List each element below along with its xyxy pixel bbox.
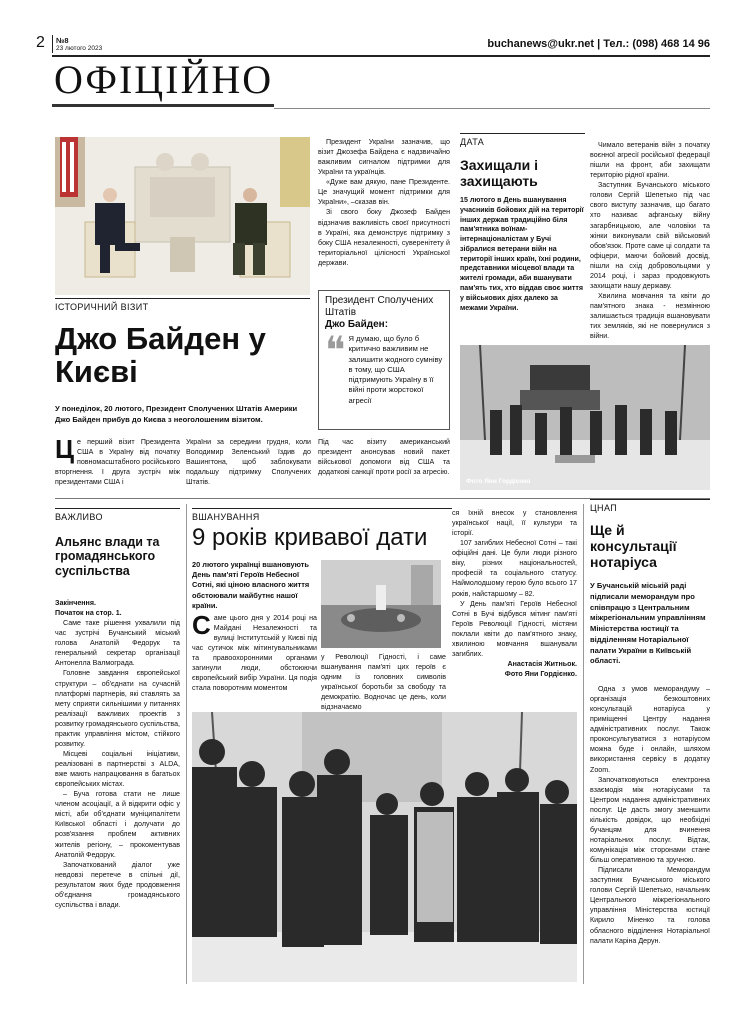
issue-number: №8 <box>56 36 69 45</box>
veterans-memorial-photo <box>460 345 710 490</box>
section-title: ОФІЦІЙНО <box>54 57 274 102</box>
quote-text: Я думаю, що було б критично важливим не залишити жодного сумніву в тому, що США підтримують Україну в її війні проти жорстокої агресії <box>348 334 443 405</box>
veterans-photo-credit: Фото Яни Гордієнко <box>466 478 531 485</box>
heroes-column-3: ся їхній внесок у становлення української нації, її культури та історії. 107 загиблих Небесної Сотні – такі офіційні дані. Це були люди різного віку, різних національностей, професій та соціального статусу. Наймолодшому герою було всього 17 років, найстаршому – 82. У День пам'яті Героїв Небесної Сотні в Бучі відбувся мітинг пам'яті Героїв Революції Гідності, містяни поклали квіти до пам'ятного знаку, хвилиною мовчання вшанували загиблих. Анастасія Житньок. Фото Яни Гордієнко. <box>452 509 577 678</box>
biden-quote-box <box>318 290 450 430</box>
biden-lead: У понеділок, 20 лютого, Президент Сполучених Штатів Америки Джо Байден прибув до Києва з неоголошеним візитом. <box>55 404 298 424</box>
heroes-headline: 9 років кривавої дати <box>192 524 428 551</box>
data-headline: Захищали і захищають <box>460 157 538 190</box>
notary-lead: У Бучанській міській раді підписали меморандум про співпрацю з Центральним міжрегіональним управлінням Міністерства юстиції та відділенням Нотаріальної палати України в Київській області. <box>590 581 706 666</box>
heroes-lead: 20 лютого українці вшановують День пам'яті Героїв Небесної Сотні, які ціною власного життя обстоювали майбутнє нашої країни. <box>192 560 310 610</box>
data-text: Чимало ветеранів війн з початку воєнної агресії російської федерації пішли на фронт, аби захищати територію рідної країни. Заступник Бучанського міського голови Сергій Шепетько під час свого виступу зазначив, що багато хто називає афганську війну загарбницькою, але чоловіки та жінки виконували свій військовий обов'язок. Проте саме ці солдати та офіцери, маючи бойовий досвід, пішли на схід добровольцями у 2014 році, і зараз продовжують захищати нашу державу. Хвилина мовчання та квіти до пам'ятного знака - незмінною залишається традиція вшановувати тих земляків, які не повернулися з війни. <box>590 141 710 341</box>
page-number: 2 <box>36 34 45 51</box>
label-data: ДАТА <box>460 133 585 147</box>
biden-headline: Джо Байден у Києві <box>55 321 266 390</box>
biden-column-1: Це перший візит Президента США в Україну від початку повномасштабного російського вторгнення. І друга зустріч між президентами США і <box>55 434 180 487</box>
notary-text: Одна з умов меморандуму – організація безкоштовних консультацій нотаріуса у приміщенні Центру надання адміністративних послуг. Також проконсультуватися з нотаріусом можна буде і онлайн, шляхом використання сервісу в додатку Zoom. Започатковуються електронна взаємодія між нотаріусами та Центром надання адміністративних послуг. Це дасть змогу зменшити кількість довідок, що необхідні бучанцям для вчинення нотаріальних послуг. Відтак, комунікація між сторонами стане більш оперативною та зручною. Підписали Меморандум заступник Бучанського міського голови Сергій Шепетько, начальник Центрального міжрегіонального управління Міністерства юстиції Кирило Міненко та голова обласного відділення Нотаріальної палати Каріна Дерун. <box>590 685 710 945</box>
biden-zelensky-photo <box>55 137 310 295</box>
quote-mark-icon: ❝ <box>325 330 346 372</box>
alliance-headline: Альянс влади та громадянського суспільства <box>55 535 160 578</box>
biden-column-3-text: Президент України зазначив, що візит Джозефа Байдена є надзвичайно важливим сигналом підтримки для України та українців. «Дуже вам дякую, пане Президенте. Це значущий момент підтримки для України», –сказав він. Зі свого боку Джозеф Байден відзначив важливість своєї присутності в Україні, яка демонструє підтримку з боку США незалежності, суверенітету й територіальної цілісності Української держави. <box>318 138 450 267</box>
quote-intro: Президент Сполучених Штатів <box>325 295 434 318</box>
issue-date: 23 лютого 2023 <box>56 45 103 52</box>
label-honoring: ВШАНУВАННЯ <box>192 508 452 522</box>
heroes-column-2: у Революції Гідності, і саме вшанування пам'яті цих героїв є одним із головних символів української боротьби за свободу та демократію. Водночас це день, коли відзначаємо <box>321 653 446 712</box>
contacts: buchanews@ukr.net | Тел.: (098) 468 14 96 <box>487 38 710 50</box>
biden-column-2: України за середини грудня, коли Володимир Зеленський їздив до Вашингтона, щоб заблокувати подальшу підтримку Сполучених Штатів. <box>186 438 311 487</box>
heroes-column-1: Саме цього дня у 2014 році на Майдані Незалежності та вулиці Інститутській у Києві під час сутичок між мітингувальниками та правоохоронними органами загинули люди, обстоюючи європейський вибір України. Ця подія стала поворотним моментом <box>192 610 317 693</box>
data-lead: 15 лютого в День вшанування учасників бойових дій на території інших держав традиційно біля пам'ятника воїнам-інтернаціоналістам у Бучі зібралися ветерани війн на території інших країн, їхні родини, представники місцевої влади та жителі громади, аби вшанувати пам'ять тих, хто віддав своє життя у військових діях далеко за межами України. <box>460 196 584 312</box>
label-important: ВАЖЛИВО <box>55 508 180 522</box>
commemoration-crowd-photo <box>192 712 577 982</box>
label-historic-visit: ІСТОРИЧНИЙ ВІЗИТ <box>55 298 310 312</box>
heavenly-hundred-memorial-photo <box>321 560 441 648</box>
alliance-text: Закінчення. Початок на стор. 1. Саме таке рішення ухвалили під час зустрічі Бучанський міський голова Анатолій Федорук та генеральний секретар організації Антонелла Валмограда. Головне завдання європейської структури – об'єднати на сучасній платформі партнерів, які ставлять за мету сприяти сильнішими у питаннях реалізації важливих проектів з розвитку громадянського суспільства, практик управління містом, стійкого розвитку. Місцеві соціальні ініціативи, реалізовані в партнерстві з ALDA, вже мають напрацювання в багатьох європейських містах. – Буча готова стати не лише членом асоціації, а й відкрити офіс у місті, аби об'єднати муніципалітети Київської області і долучати до розв'язання проблем активних жителів регіону, – прокоментував Анатолій Федорук. Започаткований діалог уже невдовзі перетече в спільні дії, результатом яких буде продовження об'єднання громадянського суспільства і влади. <box>55 599 180 909</box>
quote-name: Джо Байден: <box>325 319 389 330</box>
notary-headline: Ще й консультації нотаріуса <box>590 522 677 571</box>
label-cnap: ЦНАП <box>590 499 710 513</box>
biden-column-3-end: Під час візиту американський президент анонсував новий пакет військової допомоги від США та додаткові санкції проти росії за агресію. <box>318 438 450 477</box>
